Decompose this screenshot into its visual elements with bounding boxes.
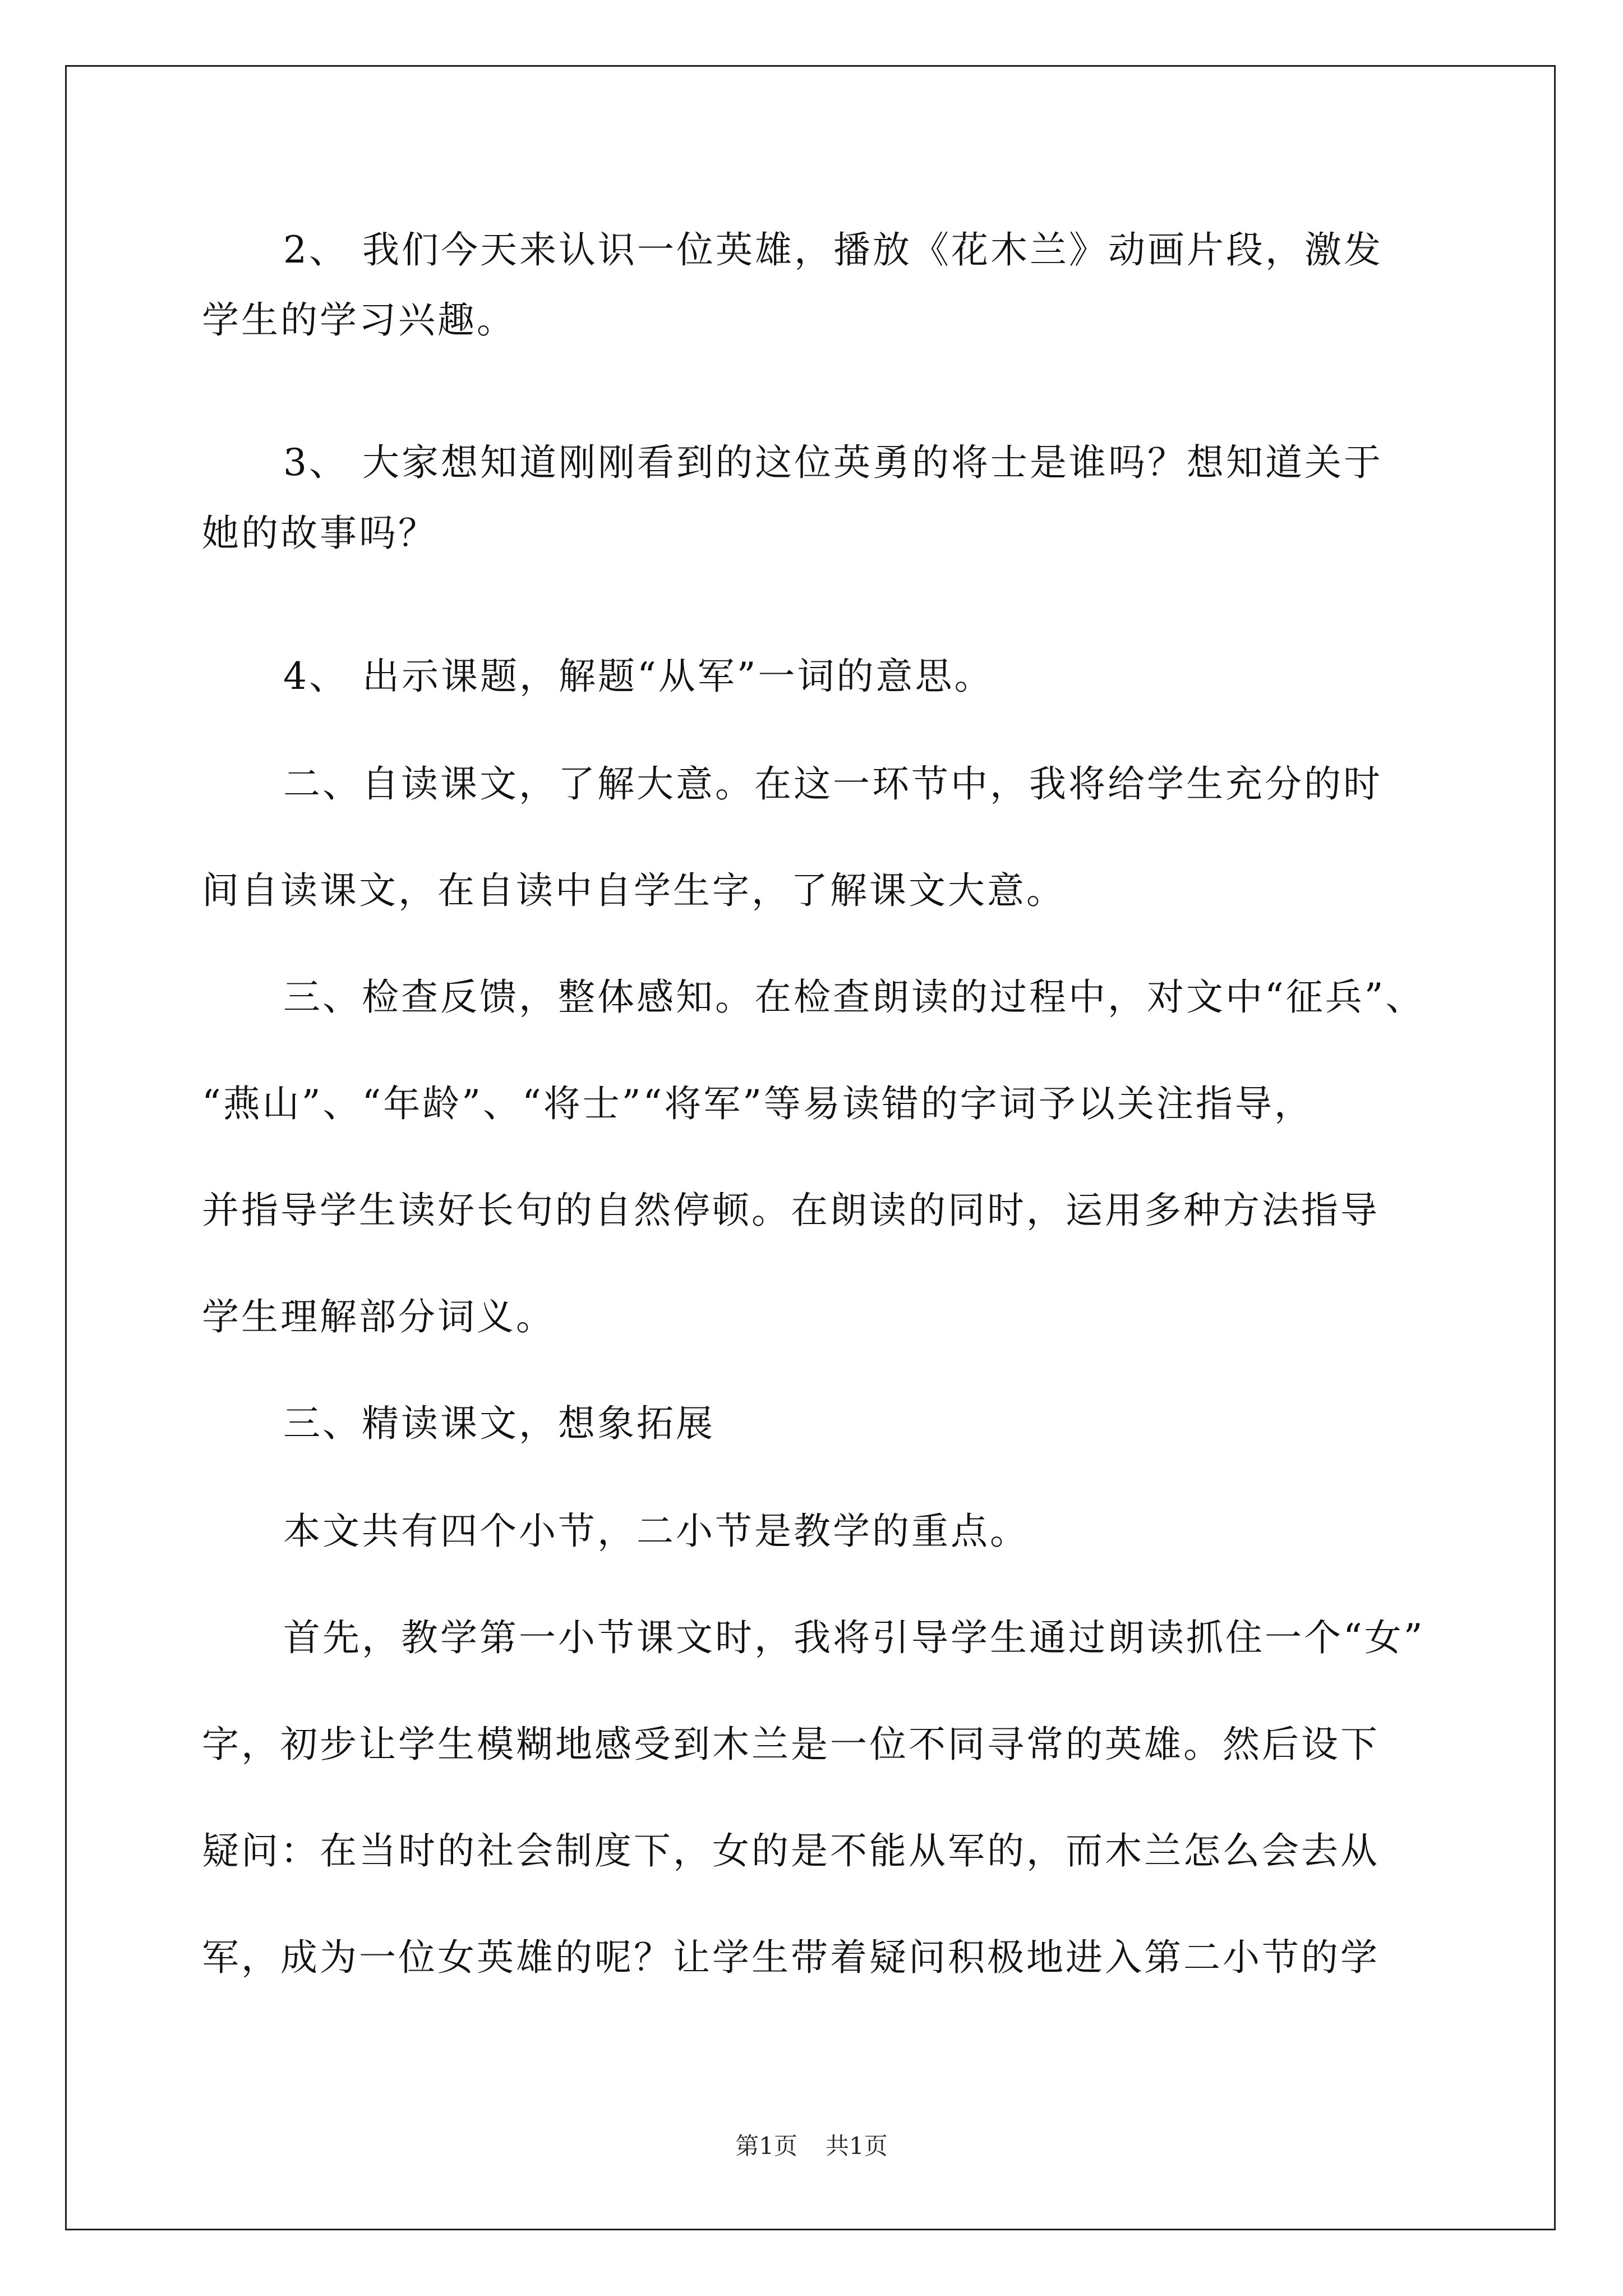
paragraph-line-8: 三、检查反馈，整体感知。在检查朗读的过程中，对文中“征兵”、 — [283, 976, 1425, 1019]
paragraph-line-5: 4、 出示课题，解题“从军”一词的意思。 — [283, 655, 994, 698]
page-total: 共1页 — [826, 2132, 888, 2160]
paragraph-line-1: 2、 我们今天来认识一位英雄，播放《花木兰》动画片段，激发 — [283, 228, 1383, 272]
paragraph-line-2: 学生的学习兴趣。 — [202, 298, 516, 342]
paragraph-line-9: “燕山”、“年龄”、“将士”“将军”等易读错的字词予以关注指导， — [202, 1082, 1313, 1125]
paragraph-line-15: 字，初步让学生模糊地感受到木兰是一位不同寻常的英雄。然后设下 — [202, 1723, 1380, 1766]
page-number: 第1页 — [735, 2132, 797, 2160]
paragraph-line-7: 间自读课文，在自读中自学生字，了解课文大意。 — [202, 869, 1066, 912]
paragraph-line-4: 她的故事吗？ — [202, 512, 437, 555]
section-heading: 三、精读课文，想象拓展 — [283, 1402, 715, 1445]
paragraph-line-16: 疑问：在当时的社会制度下，女的是不能从军的，而木兰怎么会去从 — [202, 1829, 1380, 1872]
paragraph-line-3: 3、 大家想知道刚刚看到的这位英勇的将士是谁吗？想知道关于 — [283, 441, 1383, 484]
paragraph-line-17: 军，成为一位女英雄的呢？让学生带着疑问积极地进入第二小节的学 — [202, 1936, 1380, 1979]
paragraph-line-10: 并指导学生读好长句的自然停顿。在朗读的同时，运用多种方法指导 — [202, 1189, 1380, 1232]
page-footer — [0, 2134, 1623, 2158]
paragraph-line-11: 学生理解部分词义。 — [202, 1295, 555, 1338]
paragraph-line-14: 首先，教学第一小节课文时，我将引导学生通过朗读抓住一个“女” — [283, 1616, 1425, 1659]
paragraph-line-13: 本文共有四个小节，二小节是教学的重点。 — [283, 1510, 1029, 1553]
page-border — [65, 65, 1556, 2230]
paragraph-line-6: 二、自读课文，了解大意。在这一环节中，我将给学生充分的时 — [283, 762, 1382, 806]
